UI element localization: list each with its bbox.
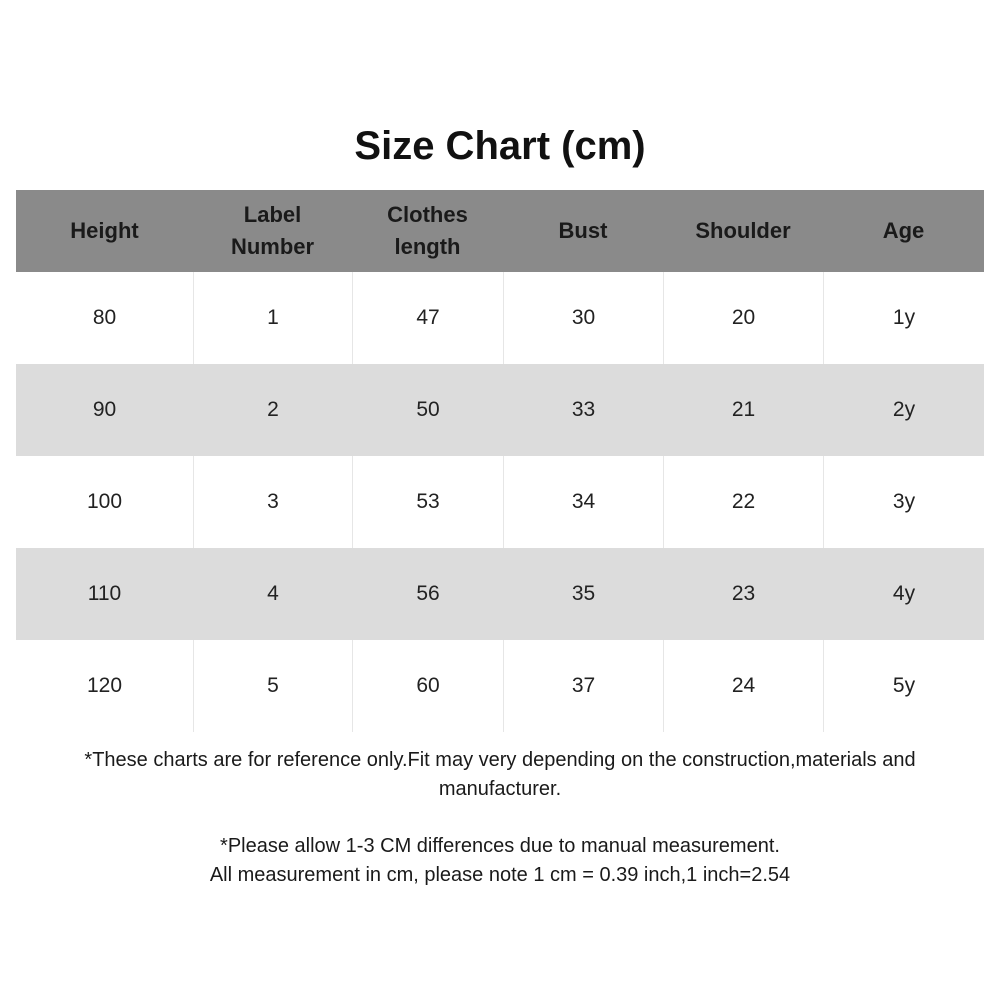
- cell-clothes-length: 60: [352, 640, 503, 732]
- cell-bust: 33: [571, 398, 596, 421]
- cell-label-number: 5: [193, 640, 352, 732]
- cell-bust: 30: [503, 272, 663, 364]
- cell-label-number: 3: [193, 456, 352, 548]
- cell-clothes-length: 56: [416, 582, 440, 605]
- cell-shoulder: 23: [731, 582, 756, 605]
- cell-age: 3y: [823, 456, 984, 548]
- header-age: Age: [882, 218, 925, 243]
- cell-bust: 34: [503, 456, 663, 548]
- cell-height: 100: [86, 490, 123, 513]
- table-row: [16, 640, 984, 732]
- cell-height: 110: [87, 582, 122, 605]
- header-shoulder: Shoulder: [695, 218, 791, 243]
- cell-shoulder: 20: [663, 272, 823, 364]
- table-row: [16, 548, 984, 640]
- cell-age: 1y: [823, 272, 984, 364]
- cell-shoulder: 21: [731, 398, 756, 421]
- table-row: [16, 456, 984, 548]
- cell-clothes-length: 47: [352, 272, 503, 364]
- table-row: [16, 272, 984, 364]
- header-height: Height: [70, 218, 139, 243]
- cell-height: 80: [92, 306, 117, 329]
- cell-clothes-length: 53: [352, 456, 503, 548]
- table-header-row: [16, 190, 984, 272]
- size-table: [16, 190, 984, 732]
- measurement-notes: [30, 832, 970, 890]
- cell-shoulder: 22: [663, 456, 823, 548]
- conversion-note: All measurement in cm, please note 1 cm = 0.39 inch,1 inch=2.54: [209, 864, 791, 886]
- cell-label-number: 1: [193, 272, 352, 364]
- disclaimer-note: *These charts are for reference only.Fit may very depending on the construction,materials and manufacturer.: [84, 749, 916, 800]
- header-bust: Bust: [558, 218, 608, 243]
- cell-label-number: 4: [267, 582, 279, 605]
- cell-age: 4y: [892, 582, 916, 605]
- cell-height: 90: [92, 398, 117, 421]
- cell-bust: 37: [503, 640, 663, 732]
- cell-height: 120: [86, 674, 123, 697]
- page-title: Size Chart (cm): [354, 124, 646, 168]
- cell-age: 5y: [823, 640, 984, 732]
- header-clothes-length: Clothes length: [387, 202, 468, 259]
- cell-shoulder: 24: [663, 640, 823, 732]
- header-label-number: Label Number: [230, 202, 315, 259]
- cell-age: 2y: [892, 398, 916, 421]
- cell-label-number: 2: [267, 398, 279, 421]
- cell-bust: 35: [571, 582, 596, 605]
- table-row: [16, 364, 984, 456]
- cell-clothes-length: 50: [416, 398, 440, 421]
- tolerance-note: *Please allow 1-3 CM differences due to manual measurement.: [220, 835, 780, 857]
